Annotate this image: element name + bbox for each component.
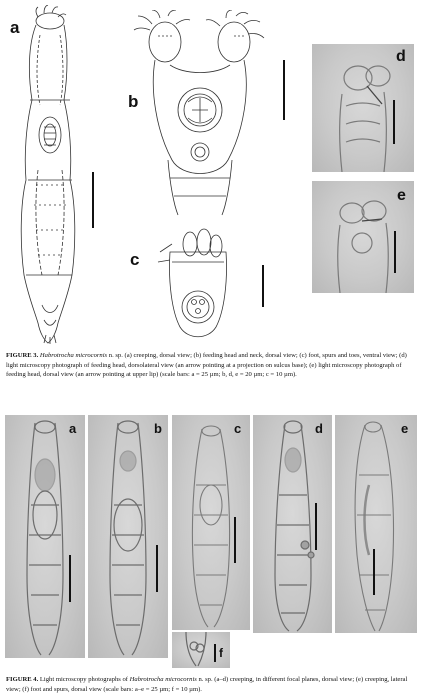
fig4-caption-prefix: Light microscopy photographs of: [38, 676, 130, 683]
fig3-panel-label-c: c: [130, 250, 140, 269]
fig4f-photo: [172, 632, 230, 668]
fig4d-photo: [253, 415, 332, 633]
fig4-panel-label-e: e: [401, 421, 409, 436]
fig3-caption-species: Habrotrocha microcornis: [39, 352, 108, 359]
fig4-panel-label-a: a: [69, 421, 77, 436]
fig4c-photo: [172, 415, 250, 630]
fig4b-scale-bar: [156, 545, 158, 592]
fig4d-scale-bar: [315, 503, 317, 550]
fig4-caption-species: Habrotrocha microcornis: [129, 676, 197, 683]
fig4-caption-text: n. sp. (a–d) creeping, in different focal planes, dorsal view; (e) creeping, lateral view; (f) foot and spurs, dorsal view (scale bars: a–e = 25 µm; f = 10 µm).: [6, 676, 408, 693]
fig3b-head-drawing: [130, 10, 270, 220]
fig3a-scale-bar: [92, 172, 94, 228]
fig4-panel-label-f: f: [219, 646, 223, 660]
fig3c-scale-bar: [262, 265, 264, 307]
fig3-panel-label-b: b: [128, 92, 139, 111]
fig3d-scale-bar: [393, 100, 395, 144]
fig3e-photo: [312, 181, 414, 293]
fig3-panel-label-d: d: [396, 48, 406, 65]
fig3-panel-label-e: e: [397, 187, 406, 204]
fig3-caption: [6, 351, 417, 380]
fig3e-scale-bar: [394, 231, 396, 273]
fig4b-photo: [88, 415, 168, 658]
fig4-panel-label-c: c: [234, 421, 242, 436]
fig4-caption: [6, 675, 417, 694]
fig4c-scale-bar: [234, 517, 236, 563]
fig4-panel-label-b: b: [154, 421, 162, 436]
fig4e-photo: [335, 415, 417, 633]
fig4-panel-label-d: d: [315, 421, 323, 436]
fig3-panel-label-a: a: [10, 18, 20, 37]
fig3d-photo: [312, 44, 414, 172]
fig3a-rotifer-drawing: [8, 5, 88, 350]
fig3c-foot-drawing: [150, 222, 240, 347]
fig3-caption-text: n. sp. (a) creeping, dorsal view; (b) feeding head and neck, dorsal view; (c) foot, spurs and toes, ventral view; (d) light microscopy photograph of feeding head, dorsolateral view (an arrow pointing at a projection on sulcus base); (e) light microscopy photograph of feeding head, dorsal view (an arrow pointing at upper lip) (scale bars: a = 25 µm; b, d, e = 20 µm; c = 10 µm).: [6, 352, 407, 379]
fig4e-scale-bar: [373, 549, 375, 595]
fig4f-scale-bar: [214, 644, 216, 662]
fig3-caption-label: FIGURE 3.: [6, 352, 39, 359]
fig4a-scale-bar: [69, 555, 71, 602]
fig4a-photo: [5, 415, 85, 658]
fig4-caption-label: FIGURE 4.: [6, 676, 39, 683]
fig3b-scale-bar: [283, 60, 285, 120]
